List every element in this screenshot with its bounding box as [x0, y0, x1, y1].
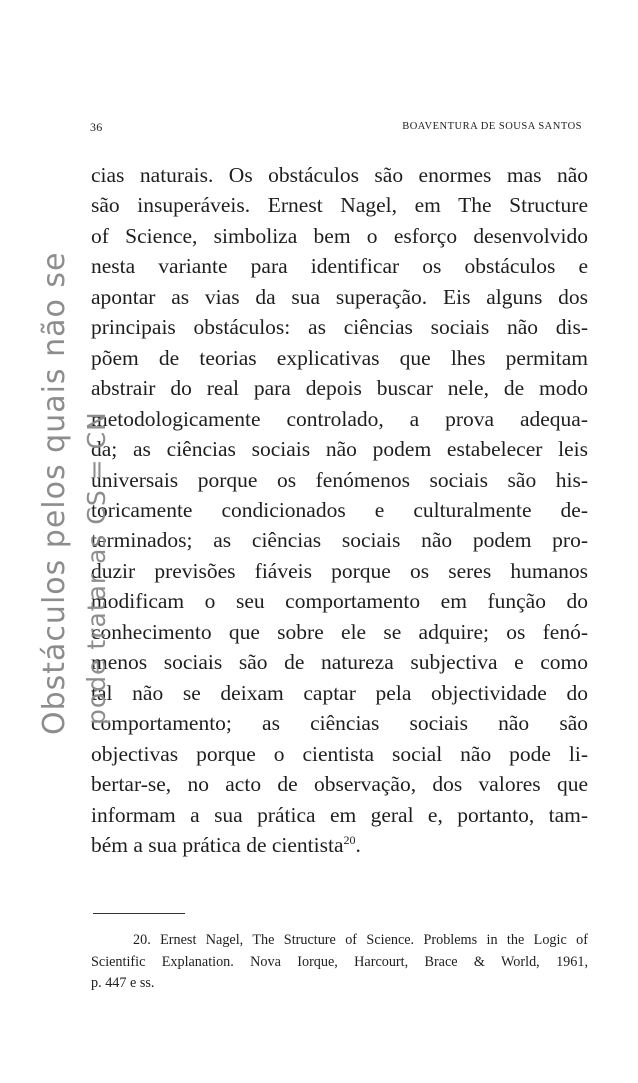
handwritten-margin-note	[34, 252, 118, 735]
footnote-divider	[93, 913, 185, 914]
body-line-last: bém a sua prática de cientista$^{20}$.	[91, 832, 361, 857]
body-line: metodologicamente controlado, a prova adequa-	[91, 406, 588, 431]
body-line: bertar-se, no acto de observação, dos valores que	[91, 772, 588, 797]
footnote-line: 20. Ernest Nagel, The Structure of Science. Problems in the Logic of	[133, 932, 588, 948]
body-line: informam a sua prática em geral e, portanto, tam-	[91, 802, 588, 827]
body-line: toricamente condicionados e culturalmente de-	[91, 497, 588, 522]
body-line: cias naturais. Os obstáculos são enormes mas não	[91, 163, 588, 187]
body-line: nesta variante para identificar os obstáculos e	[91, 254, 588, 279]
body-line: terminados; as ciências sociais não podem pro-	[91, 528, 588, 553]
running-head: BOAVENTURA DE SOUSA SANTOS	[402, 121, 582, 132]
body-line: apontar as vias da sua superação. Eis alguns dos	[91, 284, 588, 309]
handwritten-note-line-2: pode tratar as CS = CN	[82, 411, 111, 725]
footnote-line: Scientific Explanation. Nova Iorque, Harcourt, Brace & World, 1961,	[91, 953, 588, 970]
body-line: põem de teorias explicativas que lhes permitam	[91, 345, 588, 370]
body-line: da; as ciências sociais não podem estabelecer leis	[91, 437, 588, 462]
body-line: tal não se deixam captar pela objectividade do	[91, 680, 588, 705]
body-line: objectivas porque o cientista social não pode li-	[91, 741, 588, 766]
body-line: menos sociais são de natureza subjectiva e como	[91, 650, 588, 675]
body-line: conhecimento que sobre ele se adquire; os fenó-	[91, 619, 588, 644]
body-line: comportamento; as ciências sociais não são	[91, 711, 588, 736]
body-text	[91, 160, 588, 860]
body-line: duzir previsões fiáveis porque os seres humanos	[91, 558, 588, 583]
body-line: abstrair do real para depois buscar nele, de modo	[91, 376, 588, 401]
footnote-line: p. 447 e ss.	[91, 975, 155, 991]
footnote	[91, 930, 588, 995]
body-line: universais porque os fenómenos sociais são his-	[91, 467, 588, 492]
body-line-text: bém a sua prática de cientista	[91, 832, 344, 857]
footnote-reference: 20	[343, 832, 356, 847]
body-line: modificam o seu comportamento em função do	[91, 589, 588, 614]
body-line: of Science, simboliza bem o esforço desenvolvido	[91, 223, 588, 248]
page-number: 36	[90, 120, 103, 134]
body-line: são insuperáveis. Ernest Nagel, em The Structure	[91, 193, 588, 218]
handwritten-note-line-1: Obstáculos pelos quais não se	[37, 251, 72, 735]
body-line: principais obstáculos: as ciências sociais não dis-	[91, 315, 588, 340]
